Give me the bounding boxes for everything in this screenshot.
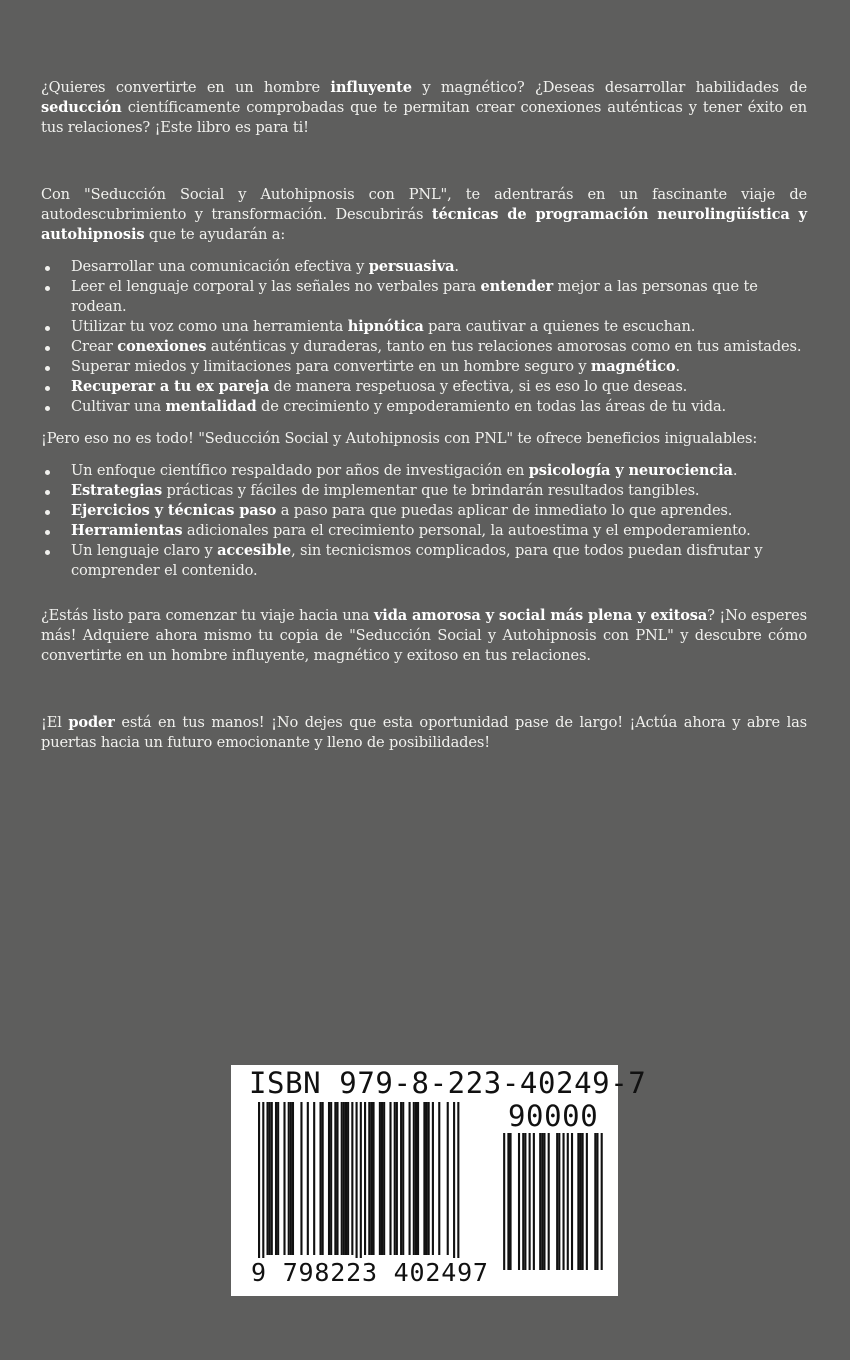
- barcode-digits: 9 798223 402497: [251, 1258, 489, 1287]
- barcode-bar: [307, 1102, 309, 1255]
- addon-bar: [507, 1133, 509, 1270]
- price-code: 90000: [508, 1099, 599, 1133]
- list-item: [41, 317, 807, 337]
- text-run: Cultivar una: [71, 398, 166, 415]
- bold-text: psicología y neurociencia: [528, 462, 733, 479]
- bold-text: accesible: [217, 542, 292, 559]
- text-run: ? ¡No esperes más! Adquiere ahora mismo tu copia de "Seducción Social y Autohipnosis con PNL" y descubre cómo convertirte en un hombre influyente, magnético y exitoso en tus relaciones.: [41, 607, 807, 664]
- barcode-bar: [336, 1102, 338, 1255]
- text-run: ¡Pero eso no es todo! "Seducción Social y Autohipnosis con PNL" te ofrece beneficios inigualables:: [41, 430, 758, 447]
- closing-paragraph: [41, 713, 807, 753]
- bold-text: mentalidad: [165, 398, 257, 415]
- transformation-paragraph: [41, 185, 807, 245]
- barcode-bar: [343, 1102, 345, 1255]
- text-run: .: [454, 258, 459, 275]
- text-run: ¡El: [41, 714, 69, 731]
- bold-text: persuasiva: [368, 258, 455, 275]
- bold-text: Recuperar a tu ex pareja: [71, 378, 270, 395]
- barcode-bar: [334, 1102, 336, 1255]
- barcode-bar: [292, 1102, 294, 1255]
- barcode-bar: [370, 1102, 372, 1255]
- list-item: [41, 277, 807, 317]
- list-item: [41, 521, 807, 541]
- barcode-guard-bar: [360, 1102, 362, 1264]
- barcode-bar: [447, 1102, 449, 1255]
- addon-bar: [522, 1133, 524, 1270]
- barcode-bar: [330, 1102, 332, 1255]
- bold-text: influyente: [330, 79, 412, 96]
- addon-bar: [586, 1133, 588, 1270]
- barcode-bar: [322, 1102, 324, 1255]
- barcode-bar: [400, 1102, 402, 1255]
- list-item: [41, 461, 807, 481]
- list-item: [41, 541, 807, 581]
- barcode-bar: [269, 1102, 271, 1255]
- barcode-bar: [351, 1102, 353, 1255]
- addon-bar: [539, 1133, 541, 1270]
- text-run: ¿Estás listo para comenzar tu viaje hacia una: [41, 607, 374, 624]
- addon-bar: [548, 1133, 550, 1270]
- text-run: de manera respetuosa y efectiva, si es eso lo que deseas.: [269, 378, 688, 395]
- bold-text: conexiones: [117, 338, 207, 355]
- text-run: prácticas y fáciles de implementar que te brindarán resultados tangibles.: [162, 482, 700, 499]
- back-cover-text: [41, 78, 807, 753]
- addon-bar: [543, 1133, 545, 1270]
- addon-bar: [582, 1133, 584, 1270]
- text-run: científicamente comprobadas que te permitan crear conexiones auténticas y tener éxito en tus relaciones? ¡Este libro es para ti!: [41, 99, 807, 136]
- barcode-guard-bar: [453, 1102, 455, 1264]
- addon-bar: [524, 1133, 526, 1270]
- list-item: [41, 377, 807, 397]
- barcode-bar: [347, 1102, 349, 1255]
- benefits-list: [41, 461, 807, 581]
- addon-bar: [556, 1133, 558, 1270]
- barcode-bar: [368, 1102, 370, 1255]
- addon-bar: [503, 1133, 505, 1270]
- text-run: Un enfoque científico respaldado por años de investigación en: [71, 462, 529, 479]
- barcode-bar: [319, 1102, 321, 1255]
- barcode-bar: [383, 1102, 385, 1255]
- barcode-bar: [409, 1102, 411, 1255]
- list-item: [41, 357, 807, 377]
- barcode-bar: [379, 1102, 381, 1255]
- barcode-bar: [300, 1102, 302, 1255]
- addon-bar: [509, 1133, 511, 1270]
- addon-bar: [579, 1133, 581, 1270]
- barcode-bar: [413, 1102, 415, 1255]
- text-run: para cautivar a quienes te escuchan.: [423, 318, 696, 335]
- barcode-bar: [423, 1102, 425, 1255]
- barcode-bar: [271, 1102, 273, 1255]
- barcode-bar: [313, 1102, 315, 1255]
- addon-bar: [558, 1133, 560, 1270]
- addon-bar: [541, 1133, 543, 1270]
- text-run: .: [675, 358, 680, 375]
- text-run: .: [732, 462, 738, 479]
- text-run: Con "Seducción Social y Autohipnosis con PNL", te adentrarás en un fascinante viaje de autodescubrimiento y transformación. Descubrirás: [41, 186, 807, 223]
- isbn-label: ISBN 979-8-223-40249-7: [249, 1066, 647, 1100]
- bold-text: técnicas de programación neurolingüística y autohipnosis: [41, 206, 807, 243]
- barcode-bar: [277, 1102, 279, 1255]
- bold-text: hipnótica: [347, 318, 424, 335]
- addon-bar: [529, 1133, 531, 1270]
- bold-text: poder: [68, 714, 115, 731]
- bold-text: Herramientas: [71, 522, 183, 539]
- barcode-bar: [372, 1102, 374, 1255]
- bold-text: vida amorosa y social más plena y exitosa: [373, 607, 708, 624]
- text-run: a paso para que puedas aplicar de inmediato lo que aprendes.: [276, 502, 733, 519]
- barcode-bar: [417, 1102, 419, 1255]
- list-item: [41, 481, 807, 501]
- barcode-bar: [396, 1102, 398, 1255]
- barcode-bar: [389, 1102, 391, 1255]
- addon-bar: [571, 1133, 573, 1270]
- barcode-bar: [266, 1102, 268, 1255]
- text-run: adicionales para el crecimiento personal, la autoestima y el empoderamiento.: [182, 522, 751, 539]
- addon-bar: [562, 1133, 564, 1270]
- bold-text: seducción: [41, 99, 122, 116]
- benefits-intro-paragraph: [41, 429, 807, 449]
- addon-bar: [596, 1133, 598, 1270]
- text-run: auténticas y duraderas, tanto en tus relaciones amorosas como en tus amistades.: [206, 338, 802, 355]
- text-run: que te ayudarán a:: [144, 226, 286, 243]
- barcode-bar: [402, 1102, 404, 1255]
- addon-bar: [518, 1133, 520, 1270]
- barcode-bar: [425, 1102, 427, 1255]
- barcode-guard-bar: [258, 1102, 260, 1264]
- barcode-guard-bar: [356, 1102, 358, 1264]
- text-run: Crear: [71, 338, 118, 355]
- barcode-bar: [364, 1102, 366, 1255]
- barcode-bar: [428, 1102, 430, 1255]
- isbn-barcode: [231, 1065, 647, 1296]
- text-run: Un lenguaje claro y: [71, 542, 218, 559]
- text-run: ¿Quieres convertirte en un hombre: [41, 79, 331, 96]
- bold-text: Ejercicios y técnicas paso: [71, 502, 277, 519]
- barcode-guard-bar: [262, 1102, 264, 1264]
- barcode-bar: [275, 1102, 277, 1255]
- list-item: [41, 337, 807, 357]
- bold-text: magnético: [590, 358, 676, 375]
- bold-text: entender: [480, 278, 554, 295]
- barcode-bar: [345, 1102, 347, 1255]
- call-to-action-paragraph: [41, 606, 807, 666]
- barcode-bar: [290, 1102, 292, 1255]
- text-run: Utilizar tu voz como una herramienta: [71, 318, 348, 335]
- text-run: está en tus manos! ¡No dejes que esta oportunidad pase de largo! ¡Actúa ahora y abre las puertas hacia un futuro emocionante y lleno de posibilidades!: [41, 714, 807, 751]
- addon-bar: [594, 1133, 596, 1270]
- text-run: y magnético? ¿Deseas desarrollar habilidades de: [411, 79, 807, 96]
- barcode-bar: [381, 1102, 383, 1255]
- addon-bar: [601, 1133, 603, 1270]
- text-run: Leer el lenguaje corporal y las señales no verbales para: [71, 278, 481, 295]
- barcode-bar: [328, 1102, 330, 1255]
- text-run: mejor a las personas que te rodean.: [71, 278, 758, 315]
- barcode-guard-bar: [457, 1102, 459, 1264]
- barcode-bar: [288, 1102, 290, 1255]
- text-run: de crecimiento y empoderamiento en todas las áreas de tu vida.: [256, 398, 727, 415]
- barcode-bar: [432, 1102, 434, 1255]
- list-item: [41, 397, 807, 417]
- barcode-bar: [341, 1102, 343, 1255]
- bold-text: Estrategias: [71, 482, 163, 499]
- text-run: Desarrollar una comunicación efectiva y: [71, 258, 369, 275]
- barcode-bar: [415, 1102, 417, 1255]
- list-item: [41, 501, 807, 521]
- intro-paragraph: [41, 78, 807, 138]
- barcode-bar: [438, 1102, 440, 1255]
- text-run: Superar miedos y limitaciones para convertirte en un hombre seguro y: [71, 358, 591, 375]
- list-item: [41, 257, 807, 277]
- addon-bar: [533, 1133, 535, 1270]
- skills-list: [41, 257, 807, 417]
- barcode-bar: [283, 1102, 285, 1255]
- text-run: , sin tecnicismos complicados, para que todos puedan disfrutar y comprender el contenido.: [71, 542, 763, 579]
- barcode-bar: [394, 1102, 396, 1255]
- addon-bar: [567, 1133, 569, 1270]
- addon-bar: [577, 1133, 579, 1270]
